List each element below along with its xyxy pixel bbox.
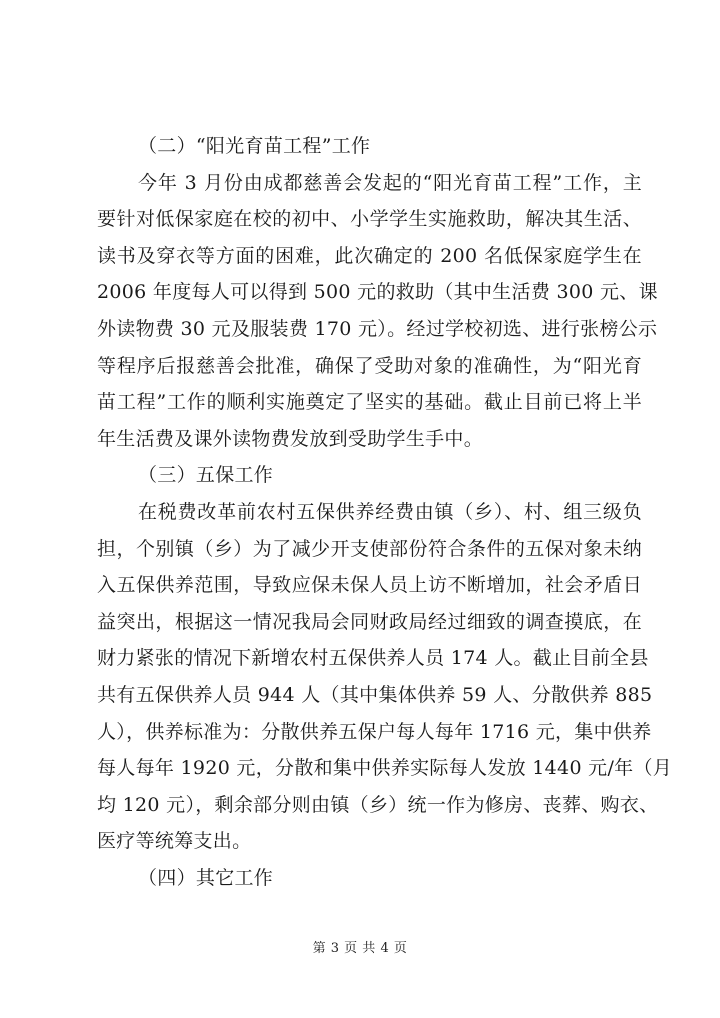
- paragraph-line: 益突出，根据这一情况我局会同财政局经过细致的调查摸底，在: [97, 610, 642, 633]
- paragraph-line: 今年 3 月份由成都慈善会发起的“阳光育苗工程”工作，主: [138, 171, 642, 194]
- paragraph-line: 医疗等统筹支出。: [97, 830, 252, 853]
- paragraph-line: 苗工程”工作的顺利实施奠定了坚实的基础。截止目前已将上半: [97, 391, 642, 414]
- paragraph-line: 均 120 元），剩余部分则由镇（乡）统一作为修房、丧葬、购衣、: [97, 793, 659, 816]
- paragraph-line: 入五保供养范围，导致应保未保人员上访不断增加，社会矛盾日: [97, 574, 642, 597]
- body-text: [97, 128, 673, 896]
- paragraph-line: 财力紧张的情况下新增农村五保供养人员 174 人。截止目前全县: [97, 647, 649, 670]
- paragraph-line: 共有五保供养人员 944 人（其中集体供养 59 人、分散供养 885: [97, 683, 653, 706]
- paragraph-line: 担，个别镇（乡）为了减少开支使部份符合条件的五保对象未纳: [97, 537, 642, 560]
- section-heading-3: （三）五保工作: [138, 464, 274, 487]
- paragraph-line: 每人每年 1920 元，分散和集中供养实际每人发放 1440 元/年（月: [97, 757, 673, 780]
- paragraph-line: 外读物费 30 元及服装费 170 元）。经过学校初选、进行张榜公示: [97, 317, 658, 340]
- paragraph-line: 要针对低保家庭在校的初中、小学学生实施救助，解决其生活、: [97, 208, 642, 231]
- paragraph-line: 读书及穿衣等方面的困难，此次确定的 200 名低保家庭学生在: [97, 244, 642, 267]
- paragraph-line: 在税费改革前农村五保供养经费由镇（乡）、村、组三级负: [138, 500, 642, 523]
- paragraph-line: 等程序后报慈善会批准，确保了受助对象的准确性，为“阳光育: [97, 354, 642, 377]
- section-heading-2: （二）“阳光育苗工程”工作: [138, 135, 371, 157]
- section-heading-4: （四）其它工作: [138, 866, 274, 889]
- page-number-footer: 第 3 页 共 4 页: [312, 941, 408, 956]
- paragraph-line: 人），供养标准为：分散供养五保户每人每年 1716 元，集中供养: [97, 720, 652, 743]
- paragraph-line: 年生活费及课外读物费发放到受助学生手中。: [97, 427, 484, 450]
- paragraph-line: 2006 年度每人可以得到 500 元的救助（其中生活费 300 元、课: [97, 281, 658, 304]
